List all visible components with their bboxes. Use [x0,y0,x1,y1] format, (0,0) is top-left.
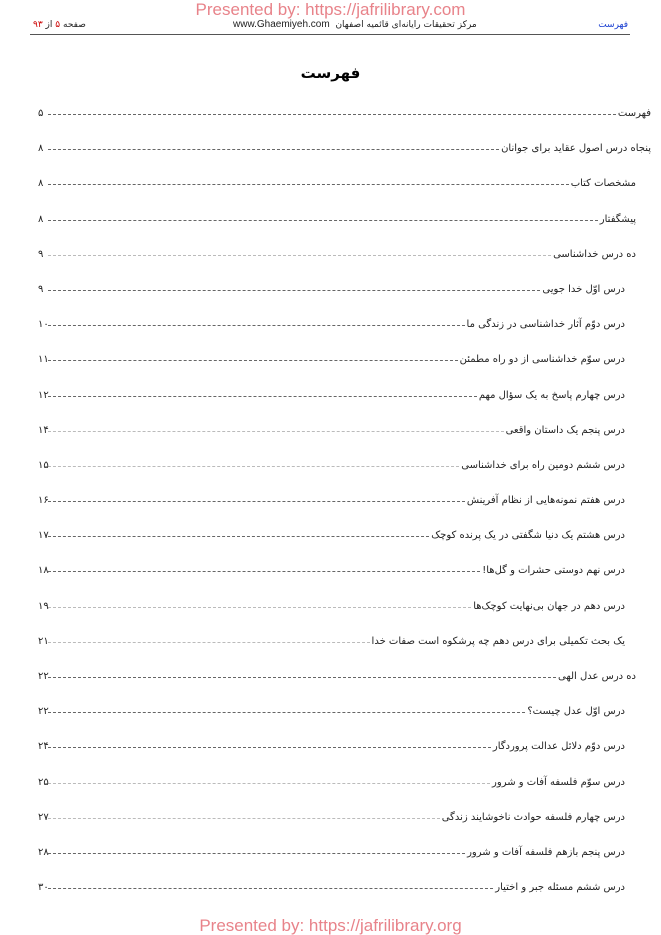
toc-entry[interactable] [38,386,651,421]
toc-entry[interactable] [38,210,651,245]
page-current: ۵ [55,20,61,30]
toc-entry[interactable] [38,280,651,315]
toc-entry-title[interactable]: درس پنجم یک داستان واقعی [505,424,625,436]
toc-entry-inner [38,143,651,154]
toc-entry-inner [38,425,625,436]
toc-entry-inner [38,495,625,506]
toc-entry[interactable] [38,597,651,632]
toc-entry-title[interactable]: یک بحث تکمیلی برای درس دهم چه پرشکوه است صفات خدا [371,635,625,647]
dot-leader [48,324,465,326]
toc-entry-page-number: ۱۷ [38,530,49,542]
toc-entry-inner [38,108,651,119]
toc-entry[interactable] [38,808,651,843]
dot-leader [48,711,525,713]
toc-entry-title[interactable]: مشخصات کتاب [570,178,636,190]
toc-entry-inner [38,354,625,365]
toc-entry-title[interactable]: پیشگفتار [599,213,636,225]
toc-entry-page-number: ۳۰ [38,882,49,894]
dot-leader [48,465,459,467]
toc-entry-inner [38,706,625,717]
page-title: فهرست [300,64,361,82]
toc-entry-title[interactable]: درس چهارم پاسخ به یک سؤال مهم [478,389,625,401]
toc-entry-inner [38,671,636,682]
toc-entry-title[interactable]: درس هفتم نمونه‌هایی از نظام آفرینش [466,495,625,507]
toc-entry[interactable] [38,245,651,280]
header-center [233,19,477,30]
toc-entry-inner [38,601,625,612]
toc-entry[interactable] [38,737,651,772]
toc-entry-page-number: ۱۴ [38,424,49,436]
dot-leader [48,641,370,643]
dot-leader [48,535,429,537]
toc-entry-title[interactable]: درس سوّم خداشناسی از دو راه مطمئن [459,354,625,366]
toc-entry-inner [38,390,625,401]
toc-entry-title[interactable]: درس چهارم فلسفه حوادث ناخوشایند زندگی [441,811,625,823]
publisher-name: مرکز تحقیقات رایانه‌ای قائمیه اصفهان [335,20,477,30]
toc-entry[interactable] [38,104,651,139]
page-indicator [33,20,86,30]
toc-entry-page-number: ۲۲ [38,706,49,718]
toc-entry-inner [38,812,625,823]
dot-leader [48,887,493,889]
toc-entry[interactable] [38,174,651,209]
toc-entry-page-number: ۱۸ [38,565,49,577]
toc-entry-title[interactable]: درس هشتم یک دنیا شگفتی در یک پرنده کوچک [431,530,625,542]
page-header [30,16,630,35]
dot-leader [48,219,598,221]
toc-entry[interactable] [38,667,651,702]
toc-entry-inner [38,882,625,893]
dot-leader [48,254,551,256]
toc-entry-page-number: ۲۸ [38,846,49,858]
toc-entry[interactable] [38,843,651,878]
toc-entry[interactable] [38,350,651,385]
toc-entry[interactable] [38,139,651,174]
toc-entry[interactable] [38,632,651,667]
toc-entry-inner [38,284,625,295]
toc-entry-title[interactable]: درس دوّم آثار خداشناسی در زندگی ما [466,319,625,331]
toc-entry[interactable] [38,773,651,808]
dot-leader [48,782,490,784]
page-of-label: از [45,20,53,30]
toc-entry[interactable] [38,526,651,561]
dot-leader [48,113,616,115]
toc-entry-title[interactable]: درس ششم مسئله جبر و اختیار [495,882,625,894]
toc-entry[interactable] [38,491,651,526]
toc-entry-inner [38,777,625,788]
toc-entry-page-number: ۱۹ [38,600,49,612]
toc-entry-inner [38,249,636,260]
toc-entry[interactable] [38,315,651,350]
dot-leader [48,852,465,854]
toc-entry[interactable] [38,456,651,491]
toc-entry-page-number: ۸ [38,143,44,155]
dot-leader [48,570,480,572]
dot-leader [48,289,540,291]
toc-entry-page-number: ۲۲ [38,671,49,682]
toc-entry[interactable] [38,878,651,913]
toc-entry-page-number: ۱۲ [38,389,49,401]
toc-entry-title[interactable]: درس پنجم بازهم فلسفه آفات و شرور [467,846,625,858]
dot-leader [48,395,477,397]
watermark-top: Presented by: https://jafrilibrary.com [195,0,466,19]
dot-leader [48,359,458,361]
dot-leader [48,430,504,432]
toc-entry-title[interactable]: پنجاه درس اصول عقاید برای جوانان [501,143,651,155]
toc-entry-inner [38,636,625,647]
dot-leader [48,148,499,150]
toc-entry-page-number: ۸ [38,213,44,225]
toc-entry-inner [38,565,625,576]
toc-entry-page-number: ۲۷ [38,811,49,823]
toc-entry-page-number: ۹ [38,248,44,260]
page-total: ۹۳ [33,20,43,30]
toc-entry-title[interactable]: درس دهم در جهان بی‌نهایت کوچک‌ها [473,600,625,612]
toc-entry-page-number: ۱۱ [38,354,49,366]
toc-entry-page-number: ۱۰ [38,319,49,331]
toc-entry-page-number: ۲۱ [38,635,49,647]
table-of-contents [38,104,651,913]
toc-entry[interactable] [38,421,651,456]
page-label: صفحه [63,20,86,30]
website-link[interactable]: www.Ghaemiyeh.com [233,19,330,30]
toc-entry-inner [38,178,636,189]
toc-entry-inner [38,214,636,225]
toc-entry-title[interactable]: درس سوّم فلسفه آفات و شرور [492,776,625,788]
dot-leader [48,676,556,678]
toc-entry-inner [38,530,625,541]
watermark-bottom: Presented by: https://jafrilibrary.org [199,916,462,935]
dot-leader [48,746,491,748]
dot-leader [48,183,569,185]
toc-entry-page-number: ۱۵ [38,459,49,471]
toc-entry-inner [38,319,625,330]
toc-entry-inner [38,741,625,752]
dot-leader [48,500,465,502]
dot-leader [48,817,440,819]
section-link[interactable]: فهرست [598,20,628,30]
toc-entry-page-number: ۲۵ [38,776,49,788]
toc-entry[interactable] [38,702,651,737]
toc-entry-page-number: ۹ [38,283,44,295]
toc-entry-page-number: ۵ [38,108,44,119]
toc-entry-title[interactable]: ده درس عدل الهی [558,671,636,682]
toc-entry-title[interactable]: درس اوّل خدا جویی [542,283,625,295]
toc-entry-inner [38,460,625,471]
toc-entry-title[interactable]: درس دوّم دلائل عدالت پروردگار [492,741,625,753]
toc-entry[interactable] [38,561,651,596]
toc-entry-title[interactable]: فهرست [617,108,651,119]
toc-entry-page-number: ۸ [38,178,44,190]
toc-entry-page-number: ۱۶ [38,495,49,507]
toc-entry-inner [38,847,625,858]
toc-entry-title[interactable]: درس ششم دومین راه برای خداشناسی [461,459,625,471]
toc-entry-title[interactable]: درس اوّل عدل چیست؟ [527,706,625,718]
toc-entry-title[interactable]: درس نهم دوستی حشرات و گل‌ها! [482,565,625,577]
toc-entry-page-number: ۲۴ [38,741,49,753]
toc-entry-title[interactable]: ده درس خداشناسی [553,248,636,260]
dot-leader [48,606,471,608]
